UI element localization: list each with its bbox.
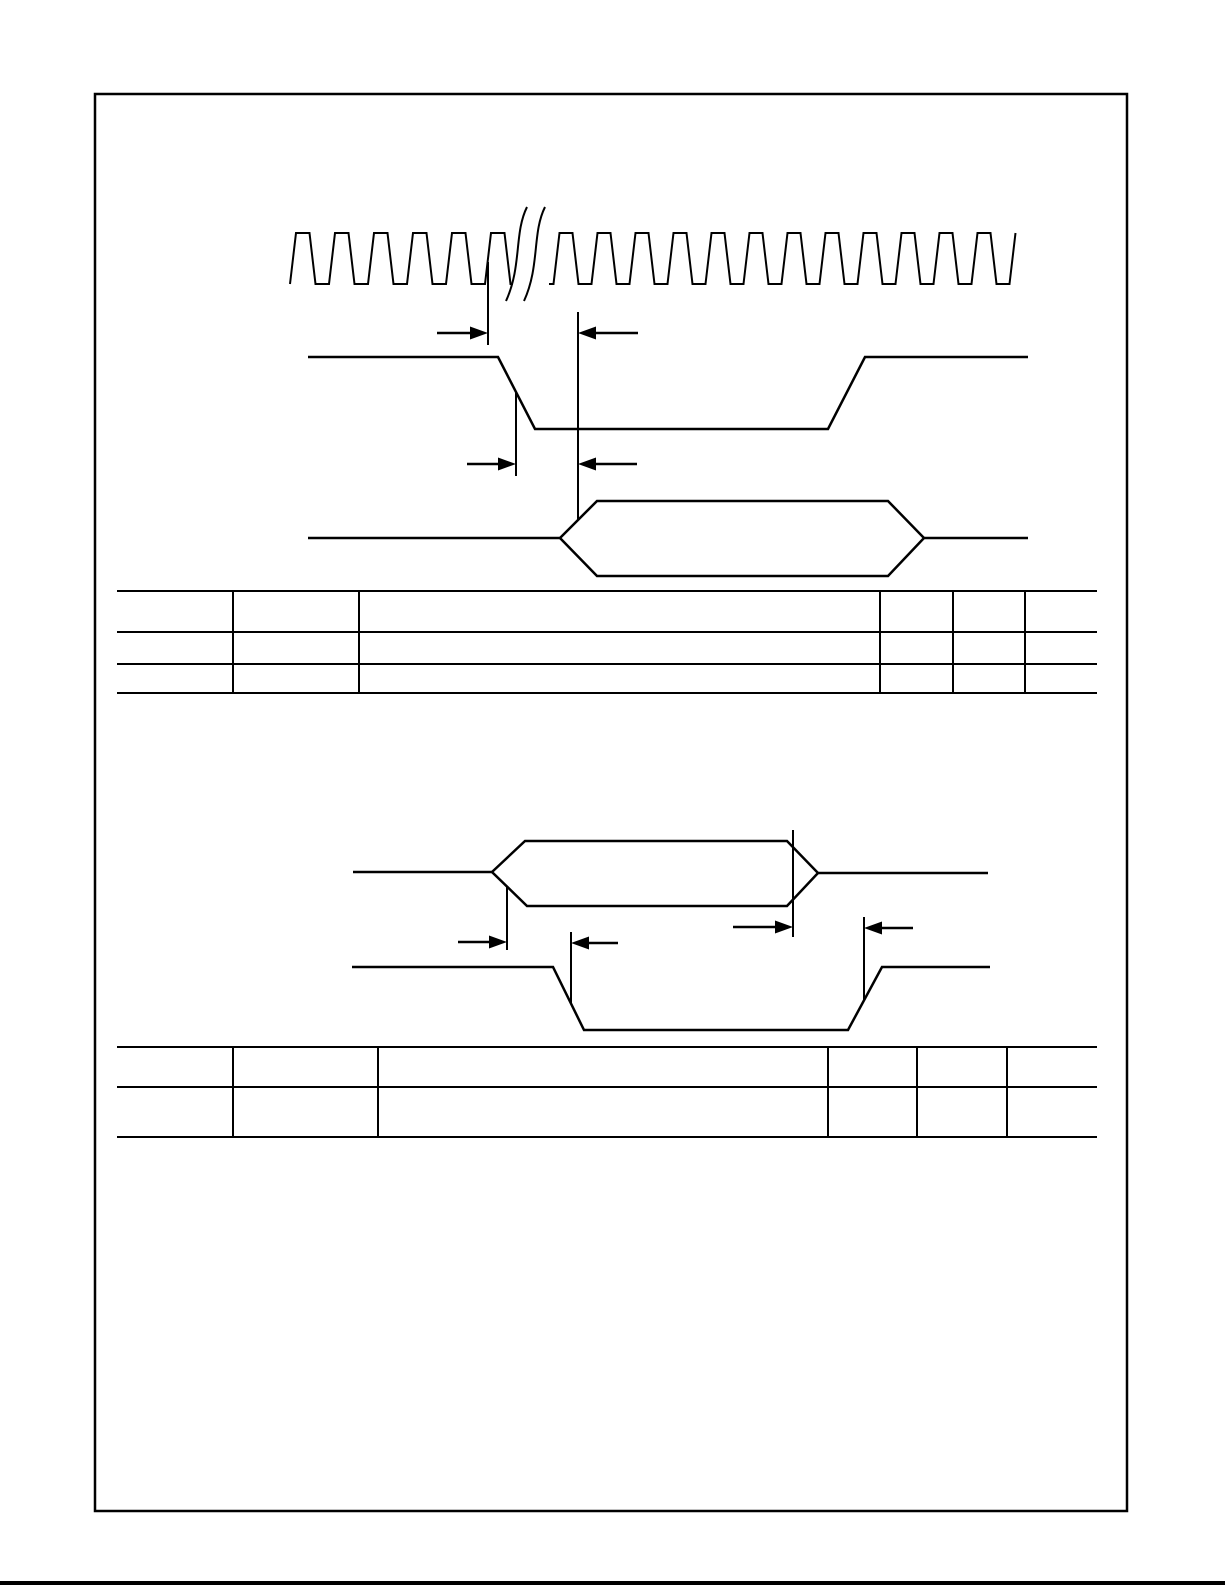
timing-arrow-right-4 [733,921,793,934]
clock-waveform [290,233,513,284]
timing-arrow-left-1 [578,327,638,340]
timing-arrow-left-4 [864,922,913,935]
clock-waveform-continued [549,233,1016,284]
control-signal-waveform [308,357,1028,429]
page-bottom-bar [0,1581,1225,1585]
parameter-table-1 [117,591,1097,693]
timing-arrow-right-1 [437,327,488,340]
parameter-table-2 [117,1047,1097,1137]
control-signal-waveform-2 [352,967,990,1030]
timing-arrow-left-2 [578,458,637,471]
data-bus-waveform [308,501,1028,872]
timing-arrow-right-2 [467,458,516,471]
timing-diagram-2 [352,830,990,1030]
data-bus-waveform-2 [353,841,988,906]
waveform-break-mark [506,207,545,301]
timing-diagram-1 [290,207,1028,872]
page-border [95,94,1127,1511]
timing-arrow-right-3 [458,936,507,949]
timing-arrow-left-3 [571,937,618,950]
